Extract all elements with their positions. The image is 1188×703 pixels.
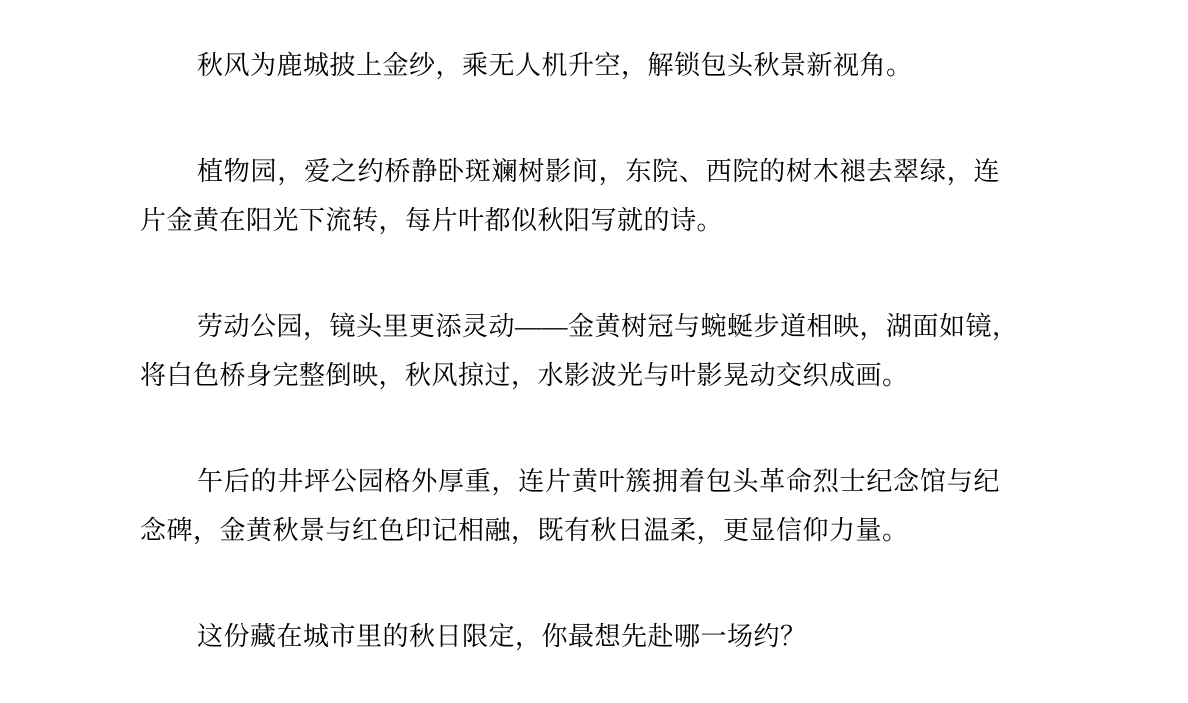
paragraph-line: 将白色桥身完整倒映，秋风掠过，水影波光与叶影晃动交织成画。 (140, 361, 909, 390)
paragraph-intro (140, 41, 1000, 90)
paragraph-botanical-garden (140, 147, 1000, 245)
paragraph-line: 念碑，金黄秋景与红色印记相融，既有秋日温柔，更显信仰力量。 (140, 516, 909, 545)
paragraph-line: 午后的井坪公园格外厚重，连片黄叶簇拥着包头革命烈士纪念馆与纪 (197, 467, 1000, 496)
document-body (140, 41, 1019, 661)
paragraph-line: 秋风为鹿城披上金纱，乘无人机升空，解锁包头秋景新视角。 (197, 51, 913, 80)
paragraph-line: 劳动公园，镜头里更添灵动——金黄树冠与蜿蜒步道相映，湖面如镜， (197, 312, 1019, 341)
paragraph-labor-park (140, 302, 1019, 400)
paragraph-closing-question (140, 612, 1000, 661)
paragraph-line: 这份藏在城市里的秋日限定，你最想先赴哪一场约？ (197, 622, 807, 651)
paragraph-line: 植物园，爱之约桥静卧斑斓树影间，东院、西院的树木褪去翠绿，连 (197, 157, 1000, 186)
paragraph-jingping-park (140, 457, 1000, 555)
paragraph-line: 片金黄在阳光下流转，每片叶都似秋阳写就的诗。 (140, 206, 724, 235)
